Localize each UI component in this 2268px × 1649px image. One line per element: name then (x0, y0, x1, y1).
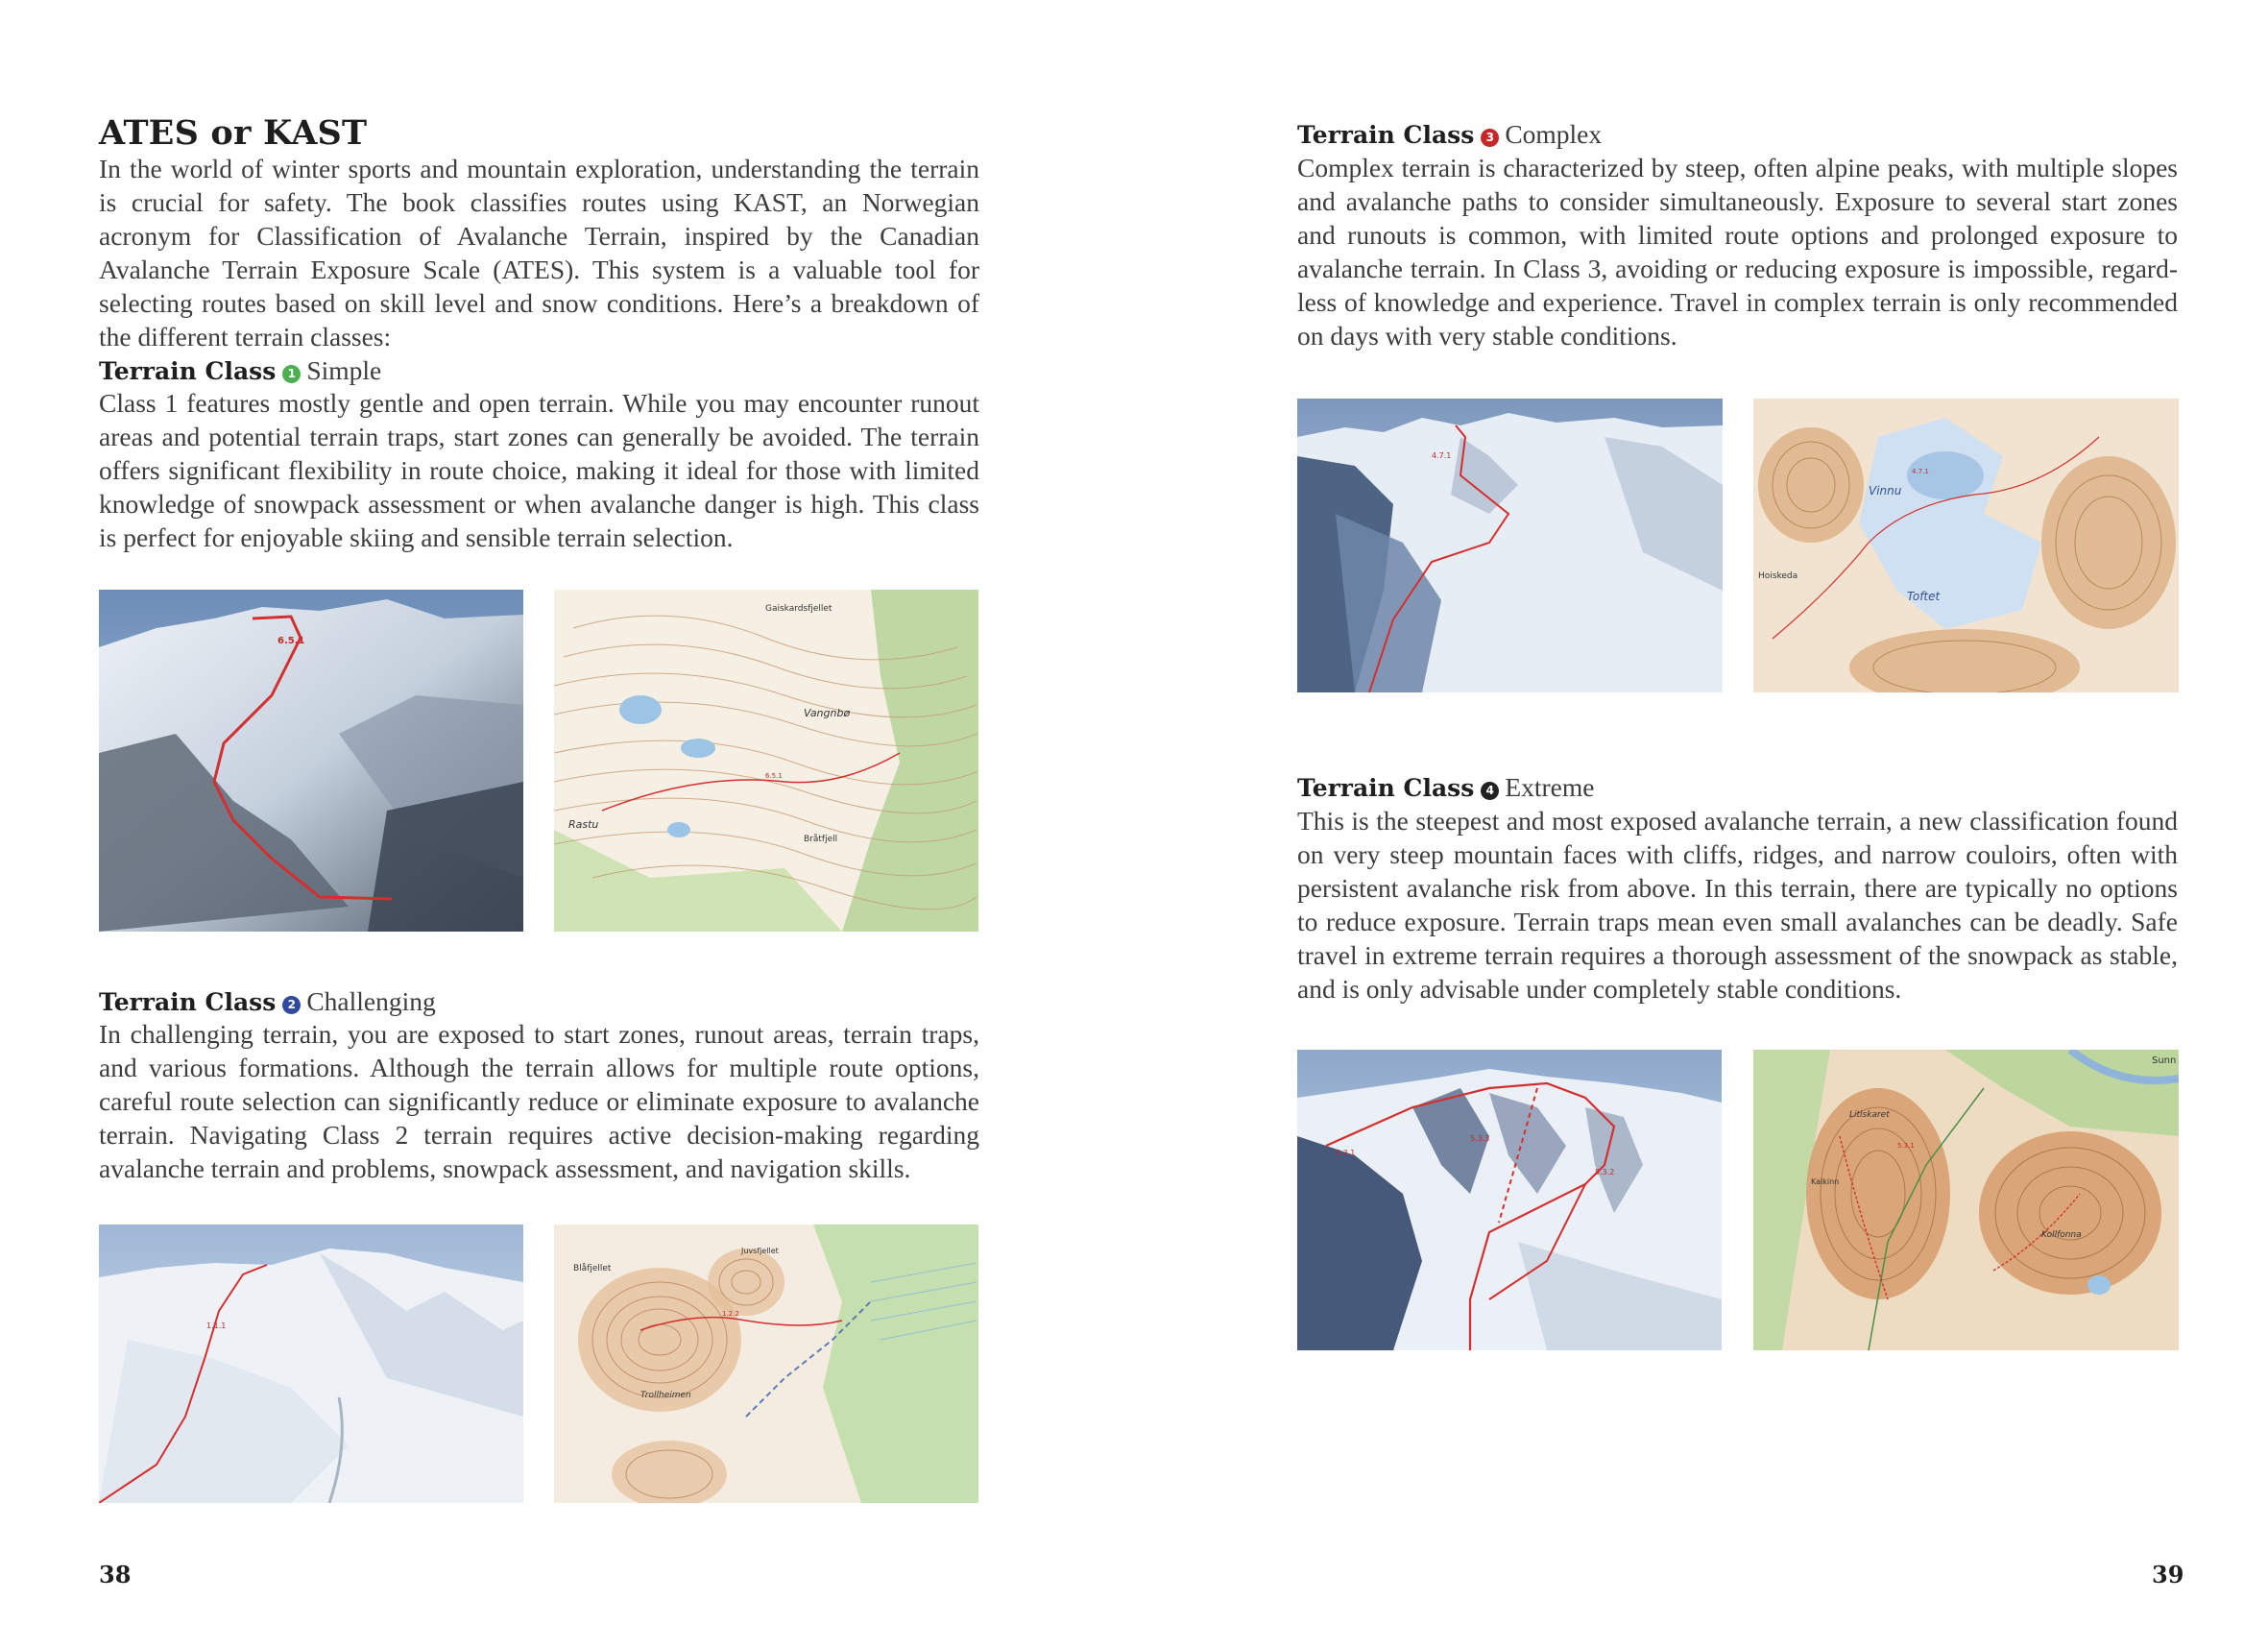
page-number-left: 38 (99, 1561, 132, 1588)
class2-mountain-photo (99, 1225, 523, 1503)
class1-paragraph: Class 1 features mostly gentle and open terrain. While you may encounter runout areas and potential terrain traps, start zones can generally be avoided. The terrain offers significant flexibility in route choice, making it ideal for those with limited knowledge of snowpack assessment or when avalanche danger is high. This class is perfect for enjoyable skiing and sensible terrain selection. (99, 388, 979, 552)
class4-mountain-photo (1297, 1050, 1722, 1350)
class2-photo-route-label: 1.1.1 (206, 1322, 227, 1330)
class1-map-route-label: 6.5.1 (765, 772, 783, 780)
class4-topo-map (1753, 1050, 2179, 1350)
class4-name: Extreme (1505, 772, 1595, 802)
class1-heading (99, 353, 381, 388)
class2-map-label-2: Juvsfjellet (741, 1247, 779, 1255)
class3-map-label-3: Hoiskeda (1758, 571, 1798, 581)
class1-label: Terrain Class (99, 357, 277, 385)
page-title: ATES or KAST (99, 113, 368, 153)
class1-map-label-3: Rastu (568, 818, 599, 831)
class1-name: Simple (306, 355, 382, 385)
class2-heading (99, 984, 436, 1019)
class4-map-label-2: Kalkinn (1811, 1177, 1840, 1186)
class3-name: Complex (1505, 119, 1603, 149)
class3-number-badge: 3 (1481, 129, 1499, 147)
class2-number-badge: 2 (282, 996, 301, 1014)
class4-photo-route-label-2: 5.3.3 (1470, 1134, 1490, 1143)
class1-map-label-1: Gaiskardsfjellet (765, 604, 832, 614)
class1-map-label-4: Bråtfjell (804, 835, 838, 844)
right-page (1134, 0, 2268, 1649)
class4-heading (1297, 770, 1594, 805)
class3-heading (1297, 117, 1602, 152)
class3-photo-route-label: 4.7.1 (1432, 451, 1452, 460)
class2-name: Challenging (306, 986, 436, 1016)
class4-map-route-label: 5.3.1 (1897, 1142, 1915, 1150)
class3-mountain-photo (1297, 399, 1723, 692)
class4-map-label-1: Litlskaret (1849, 1110, 1890, 1120)
class1-photo-route-label: 6.5.1 (277, 636, 305, 646)
page-number-right: 39 (2152, 1561, 2184, 1588)
class1-number-badge: 1 (282, 365, 301, 383)
class4-photo-route-label-3: 5.3.2 (1595, 1168, 1615, 1176)
class2-label: Terrain Class (99, 988, 277, 1016)
class3-map-label-2: Toftet (1907, 590, 1941, 603)
class3-paragraph: Complex terrain is characterized by steep, often alpine peaks, with multiple slopes and avalanche paths to consider simultaneously. Exposure to several start zones and runouts is common, with limited route options and prolonged exposure to avalanche terrain. In Class 3, avoiding or reducing exposure is impossible, regard-less of knowledge and experience. Travel in complex terrain is only recommended on days with very stable conditions. (1297, 153, 2178, 351)
class2-map-label-1: Blåfjellet (573, 1264, 612, 1273)
class4-photo-route-label-1: 5.3.1 (1336, 1149, 1356, 1157)
class3-map-route-label: 4.7.1 (1912, 468, 1929, 475)
class4-map-label-3: Kollfonna (2041, 1230, 2082, 1240)
class1-topo-map (554, 590, 978, 932)
class4-label: Terrain Class (1297, 774, 1475, 802)
intro-paragraph: In the world of winter sports and mountain exploration, understanding the terrain is crucial for safety. The book classifies routes using KAST, an Norwegian acronym for Classification of Avalanche Terrain, inspired by the Canadian Avalanche Terrain Exposure Scale (ATES). This system is a valuable tool for selecting routes based on skill level and snow conditions. Here’s a breakdown of the different terrain classes: (99, 154, 979, 352)
class4-map-label-4: Sunn (2152, 1055, 2177, 1066)
class3-label: Terrain Class (1297, 121, 1475, 149)
class3-topo-map (1753, 399, 2179, 692)
class2-paragraph: In challenging terrain, you are exposed to start zones, runout areas, terrain traps, and various formations. Although the terrain allows for multiple route options, careful route selection can significantly reduce or eliminate exposure to avalanche terrain. Navigating Class 2 terrain requires active decision-making regarding avalanche terrain and problems, snowpack assessment, and navigation skills. (99, 1019, 979, 1183)
class1-map-label-2: Vangnbø (804, 707, 851, 719)
class2-map-route-label: 1.2.2 (722, 1310, 739, 1318)
class1-mountain-photo (99, 590, 523, 932)
class4-number-badge: 4 (1481, 782, 1499, 800)
class3-map-label-1: Vinnu (1869, 484, 1902, 497)
class2-map-label-3: Trollheimen (640, 1391, 691, 1400)
class2-topo-map (554, 1225, 978, 1503)
class4-paragraph: This is the steepest and most exposed avalanche terrain, a new classification found on very steep mountain faces with cliffs, ridges, and narrow couloirs, often with persistent avalanche risk from above. In this terrain, there are typically no options to reduce exposure. Terrain traps mean even small avalanches can be deadly. Safe travel in extreme terrain requires a thorough assessment of the snowpack as stable, and is only advisable under completely stable conditions. (1297, 806, 2178, 1004)
